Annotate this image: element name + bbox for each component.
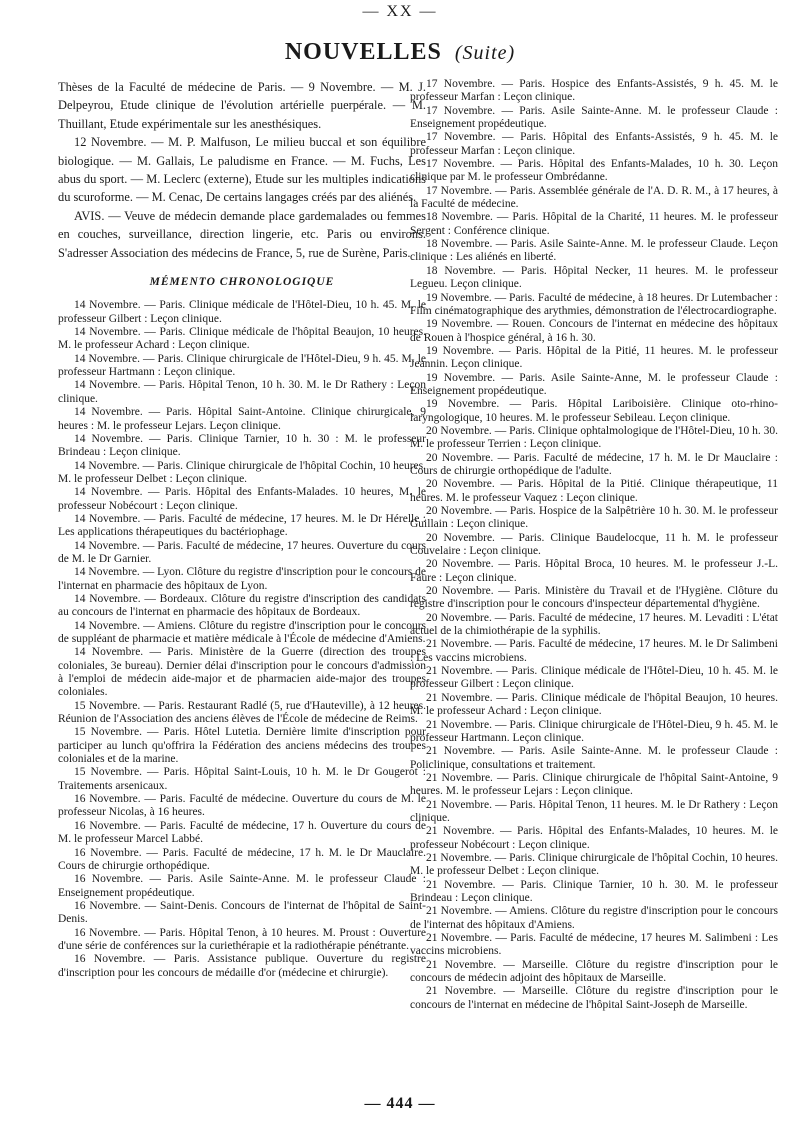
memento-entry: 14 Novembre. — Paris. Clinique chirurgicale de l'Hôtel-Dieu, 9 h. 45. M. le professeur Hartmann : Leçon clinique. [58,352,426,379]
right-column [410,78,778,1118]
memento-entry: 19 Novembre. — Paris. Hôpital Lariboisière. Clinique oto-rhino-laryngologique, 10 heures. M. le professeur Sebileau. Leçon clinique. [410,398,778,424]
memento-entry: 14 Novembre. — Lyon. Clôture du registre d'inscription pour le concours de l'internat en pharmacie des hôpitaux de Lyon. [58,566,426,592]
left-column [58,78,426,1118]
memento-entry: 18 Novembre. — Paris. Asile Sainte-Anne. M. le professeur Claude. Leçon clinique : Les aliénés en liberté. [410,238,778,264]
memento-entry: 16 Novembre. — Paris. Faculté de médecine, 17 h. M. le Dr Mauclaire. Cours de chirurgie orthopédique. [58,846,426,872]
memento-entry: 20 Novembre. — Paris. Ministère du Travail et de l'Hygiène. Clôture du registre d'inscription pour le concours d'inspecteur départemental d'hygiène. [410,585,778,611]
news-paragraph: Thèses de la Faculté de médecine de Paris. — 9 Novembre. — M. J. Delpeyrou, Etude clinique de l'évolution artérielle puerpérale. — M. Thuillant, Etude expérimentale sur les anesthésiques. [58,80,426,131]
memento-title: MÉMENTO CHRONOLOGIQUE [149,276,335,289]
memento-entry: 20 Novembre. — Paris. Hospice de la Salpêtrière 10 h. 30. M. le professeur Guillain : Leçon clinique. [410,505,778,531]
memento-entry: 21 Novembre. — Paris. Asile Sainte-Anne. M. le professeur Claude : Policlinique, consultations et traitement. [410,745,778,771]
memento-entry: 14 Novembre. — Paris. Hôpital Saint-Antoine. Clinique chirurgicale, 9 heures : M. le professeur Lejars. Leçon clinique. [58,406,426,432]
memento-entry: 14 Novembre. — Paris. Clinique médicale de l'Hôtel-Dieu, 10 h. 45. M. le professeur Gilbert : Leçon clinique. [58,299,426,325]
memento-entry: 20 Novembre. — Paris. Clinique ophtalmologique de l'Hôtel-Dieu, 10 h. 30. M. le professeur Terrien : Leçon clinique. [410,424,778,451]
memento-entry: 21 Novembre. — Paris. Faculté de médecine, 17 heures. M. le Dr Salimbeni : Les vaccins microbiens. [410,638,778,664]
news-paragraph: 12 Novembre. — M. P. Malfuson, Le milieu buccal et son équilibre biologique. — M. Gallais, Le paludisme en France. — M. Fuchs, Les abus du sport. — M. Leclerc (externe), Etude sur les multiples indications du scuroforme. — M. Cenac, De certains langages créés par des aliénés. [58,135,426,205]
memento-entry: 21 Novembre. — Paris. Hôpital Tenon, 11 heures. M. le Dr Rathery : Leçon clinique. [410,798,778,824]
memento-entry: 14 Novembre. — Paris. Clinique Tarnier, 10 h. 30 : M. le professeur Brindeau : Leçon clinique. [58,432,426,459]
section-title: NOUVELLES [284,39,442,65]
memento-entry: 21 Novembre. — Amiens. Clôture du registre d'inscription pour le concours de l'internat des hôpitaux d'Amiens. [410,905,778,931]
memento-entry: 14 Novembre. — Paris. Hôpital des Enfants-Malades. 10 heures, M. le professeur Nobécourt : Leçon clinique. [58,486,426,512]
memento-entry: 20 Novembre. — Paris. Hôpital Broca, 10 heures. M. le professeur J.-L. Faure : Leçon clinique. [410,558,778,584]
memento-entry: 20 Novembre. — Paris. Clinique Baudelocque, 11 h. M. le professeur Couvelaire : Leçon clinique. [410,531,778,558]
memento-entry: 16 Novembre. — Paris. Faculté de médecine, 17 h. Ouverture du cours de M. le professeur Marcel Labbé. [58,819,426,846]
memento-entry: 21 Novembre. — Paris. Clinique Tarnier, 10 h. 30. M. le professeur Brindeau : Leçon clinique. [410,878,778,904]
memento-entry: 14 Novembre. — Paris. Faculté de médecine, 17 heures. Ouverture du cours de M. le Dr Garnier. [58,539,426,565]
memento-entry: 14 Novembre. — Paris. Clinique médicale de l'hôpital Beaujon, 10 heures. M. le professeur Achard : Leçon clinique. [58,326,426,352]
memento-entry: 20 Novembre. — Paris. Faculté de médecine, 17 heures. M. Levaditi : L'état actuel de la chimiothérapie de la syphilis. [410,611,778,638]
roman-page-number: — XX — [362,3,438,20]
memento-entry: 14 Novembre. — Paris. Clinique chirurgicale de l'hôpital Cochin, 10 heures. M. le professeur Delbet : Leçon clinique. [58,459,426,485]
memento-entry: 16 Novembre. — Paris. Hôpital Tenon, à 10 heures. M. Proust : Ouverture d'une série de conférences sur la curiethérapie et la radiothérapie pénétrante. [58,926,426,952]
memento-entry: 19 Novembre. — Rouen. Concours de l'internat en médecine des hôpitaux de Rouen à l'hospice général, à 16 h. 30. [410,318,778,344]
memento-entry: 15 Novembre. — Paris. Hôtel Lutetia. Dernière limite d'inscription pour participer au lunch qu'offrira la Fédération des anciens médecins des troupes coloniales et de la marine. [58,726,426,766]
memento-entry: 14 Novembre. — Bordeaux. Clôture du registre d'inscription des candidats au concours de l'internat en pharmacie des hôpitaux de Bordeaux. [58,592,426,619]
memento-entry: 18 Novembre. — Paris. Hôpital Necker, 11 heures. M. le professeur Legueu. Leçon clinique. [410,264,778,291]
memento-entry: 14 Novembre. — Paris. Faculté de médecine, 17 heures. M. le Dr Hérelle : Les applications thérapeutiques du bactériophage. [58,512,426,539]
memento-entry: 17 Novembre. — Paris. Hôpital des Enfants-Malades, 10 h. 30. Leçon clinique par M. le professeur Ombrédanne. [410,158,778,184]
memento-entry: 15 Novembre. — Paris. Hôpital Saint-Louis, 10 h. M. le Dr Gougerot : Traitements arsenicaux. [58,766,426,792]
memento-entry: 16 Novembre. — Paris. Faculté de médecine. Ouverture du cours de M. le professeur Nicolas, à 16 heures. [58,793,426,819]
memento-entry: 19 Novembre. — Paris. Hôpital de la Pitié, 11 heures. M. le professeur Jeannin. Leçon clinique. [410,344,778,371]
memento-entry: 14 Novembre. — Amiens. Clôture du registre d'inscription pour le concours de suppléant de pharmacie et matière médicale à l'École de médecine d'Amiens. [58,619,426,645]
section-heading [0,39,800,66]
memento-entry: 19 Novembre. — Paris. Faculté de médecine, à 18 heures. Dr Lutembacher : Film cinématographique des arythmies, démonstration de l'électrocardiographe. [410,291,778,317]
memento-entry: 21 Novembre. — Paris. Clinique chirurgicale de l'Hôtel-Dieu, 9 h. 45. M. le professeur Hartmann. Leçon clinique. [410,718,778,744]
memento-entry: 14 Novembre. — Paris. Hôpital Tenon, 10 h. 30. M. le Dr Rathery : Leçon clinique. [58,379,426,405]
memento-entry: 20 Novembre. — Paris. Hôpital de la Pitié. Clinique thérapeutique, 11 heures. M. le professeur Vaquez : Leçon clinique. [410,478,778,504]
memento-entry: 16 Novembre. — Paris. Assistance publique. Ouverture du registre d'inscription pour les concours de médaille d'or (médecine et chirurgie). [58,953,426,979]
memento-entry: 20 Novembre. — Paris. Faculté de médecine, 17 h. M. le Dr Mauclaire : Cours de chirurgie orthopédique de l'adulte. [410,451,778,477]
memento-entry: 21 Novembre. — Marseille. Clôture du registre d'inscription pour le concours de l'internat en médecine de l'hôpital Saint-Joseph de Marseille. [410,985,778,1011]
memento-entry: 21 Novembre. — Paris. Clinique chirurgicale de l'hôpital Cochin, 10 heures. M. le professeur Delbet : Leçon clinique. [410,851,778,878]
section-title-suite: (Suite) [454,42,516,64]
page-number: — 444 — [364,1095,436,1112]
memento-entry: 21 Novembre. — Marseille. Clôture du registre d'inscription pour le concours de médecin adjoint des hôpitaux de Marseille. [410,958,778,985]
memento-entry: 21 Novembre. — Paris. Clinique chirurgicale de l'hôpital Saint-Antoine, 9 heures. M. le professeur Lejars : Leçon clinique. [410,771,778,798]
memento-entry: 17 Novembre. — Paris. Hospice des Enfants-Assistés, 9 h. 45. M. le professeur Marfan : Leçon clinique. [410,78,778,104]
memento-entry: 16 Novembre. — Paris. Asile Sainte-Anne. M. le professeur Claude : Enseignement propédeutique. [58,873,426,899]
memento-entry: 21 Novembre. — Paris. Hôpital des Enfants-Malades, 10 heures. M. le professeur Nobécourt : Leçon clinique. [410,825,778,851]
memento-entry: 15 Novembre. — Paris. Restaurant Radlé (5, rue d'Hauteville), à 12 heures. Réunion de l'Association des anciens élèves de l'École de médecine de Reims. [58,699,426,726]
memento-entry: 17 Novembre. — Paris. Hôpital des Enfants-Assistés, 9 h. 45. M. le professeur Marfan : Leçon clinique. [410,131,778,157]
memento-entry: 17 Novembre. — Paris. Assemblée générale de l'A. D. R. M., à 17 heures, à la Faculté de médecine. [410,184,778,211]
memento-entry: 21 Novembre. — Paris. Clinique médicale de l'hôpital Beaujon, 10 heures. M. le professeur Achard : Leçon clinique. [410,691,778,718]
memento-entry: 16 Novembre. — Saint-Denis. Concours de l'internat de l'hôpital de Saint-Denis. [58,899,426,926]
memento-entry: 21 Novembre. — Paris. Faculté de médecine, 17 heures M. Salimbeni : Les vaccins microbiens. [410,932,778,958]
memento-entry: 18 Novembre. — Paris. Hôpital de la Charité, 11 heures. M. le professeur Sergent : Conférence clinique. [410,211,778,237]
memento-entry: 21 Novembre. — Paris. Clinique médicale de l'Hôtel-Dieu, 10 h. 45. M. le professeur Gilbert : Leçon clinique. [410,665,778,691]
memento-entry: 17 Novembre. — Paris. Asile Sainte-Anne. M. le professeur Claude : Enseignement propédeutique. [410,104,778,131]
memento-entry: 19 Novembre. — Paris. Asile Sainte-Anne, M. le professeur Claude : Enseignement propédeutique. [410,371,778,397]
news-paragraph: AVIS. — Veuve de médecin demande place gardemalades ou femmes en couches, surveillance, direction lingerie, etc. Paris ou environs. S'adresser Association des médecins de France, 5, rue de Surène, Paris. [58,208,426,260]
memento-entry: 14 Novembre. — Paris. Ministère de la Guerre (direction des troupes coloniales, 3e bureau). Dernier délai d'inscription pour le concours d'admission à l'emploi de médecin aide-major et de pharmacien aide-major des troupes coloniales. [58,646,426,699]
